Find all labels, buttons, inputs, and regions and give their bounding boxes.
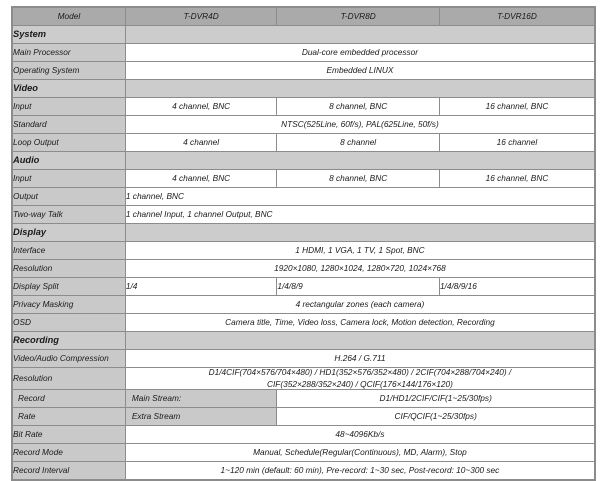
recording-resolution-line-1: D1/4CIF(704×576/704×480) / HD1(352×576/352×480) / 2CIF(704×288/704×240) / <box>208 367 512 377</box>
row-label-record-mode: Record Mode <box>12 444 125 462</box>
row-value-osd: Camera title, Time, Video loss, Camera lock, Motion detection, Recording <box>125 314 595 332</box>
section-filler-recording <box>125 332 595 350</box>
row-value-record-mode: Manual, Schedule(Regular(Continuous), MD, Alarm), Stop <box>125 444 595 462</box>
recording-resolution-line-2: CIF(352×288/352×240) / QCIF(176×144/176×120) <box>266 378 453 389</box>
row-value-operating-system: Embedded LINUX <box>125 62 595 80</box>
table-row <box>12 116 595 134</box>
dvr-specification-table <box>11 6 596 481</box>
row-label-operating-system: Operating System <box>12 62 125 80</box>
row-value-privacy-masking: 4 rectangular zones (each camera) <box>125 296 595 314</box>
row-label-display-resolution: Resolution <box>12 260 125 278</box>
section-header-row-video <box>12 80 595 98</box>
section-title-recording: Recording <box>12 332 125 350</box>
table-row <box>12 408 595 426</box>
column-header-model-2: T-DVR8D <box>277 7 440 26</box>
row-label-record-interval: Record Interval <box>12 462 125 481</box>
row-value-loop-output-model-2: 8 channel <box>277 134 440 152</box>
section-header-row-system <box>12 26 595 44</box>
table-row <box>12 390 595 408</box>
row-label-video-standard: Standard <box>12 116 125 134</box>
row-value-interface: 1 HDMI, 1 VGA, 1 TV, 1 Spot, BNC <box>125 242 595 260</box>
row-value-loop-output-model-1: 4 channel <box>125 134 277 152</box>
table-row <box>12 98 595 116</box>
section-title-display: Display <box>12 224 125 242</box>
row-value-video-input-model-2: 8 channel, BNC <box>277 98 440 116</box>
row-sublabel-extra-stream: Extra Stream <box>125 408 277 426</box>
row-value-audio-input-model-1: 4 channel, BNC <box>125 170 277 188</box>
section-filler-video <box>125 80 595 98</box>
row-label-loop-output: Loop Output <box>12 134 125 152</box>
table-row <box>12 368 595 390</box>
row-label-recording-resolution: Resolution <box>12 368 125 390</box>
row-value-audio-input-model-2: 8 channel, BNC <box>277 170 440 188</box>
column-header-model-1: T-DVR4D <box>125 7 277 26</box>
row-value-video-audio-compression: H.264 / G.711 <box>125 350 595 368</box>
row-label-audio-input: Input <box>12 170 125 188</box>
row-value-bit-rate: 48~4096Kb/s <box>125 426 595 444</box>
row-label-record-rate-line-2: Rate <box>12 408 125 426</box>
table-header-row <box>12 7 595 26</box>
row-value-display-split-model-2: 1/4/8/9 <box>277 278 440 296</box>
section-filler-system <box>125 26 595 44</box>
row-label-record-rate-line-1: Record <box>12 390 125 408</box>
row-label-display-split: Display Split <box>12 278 125 296</box>
row-value-audio-output: 1 channel, BNC <box>125 188 595 206</box>
row-value-loop-output-model-3: 16 channel <box>439 134 595 152</box>
row-sublabel-main-stream: Main Stream: <box>125 390 277 408</box>
row-label-two-way-talk: Two-way Talk <box>12 206 125 224</box>
row-label-video-input: Input <box>12 98 125 116</box>
row-value-display-split-model-1: 1/4 <box>125 278 277 296</box>
table-row <box>12 44 595 62</box>
section-title-audio: Audio <box>12 152 125 170</box>
row-value-extra-stream: CIF/QCIF(1~25/30fps) <box>277 408 595 426</box>
column-header-model: Model <box>12 7 125 26</box>
row-label-main-processor: Main Processor <box>12 44 125 62</box>
row-value-main-processor: Dual-core embedded processor <box>125 44 595 62</box>
row-value-main-stream: D1/HD1/2CIF/CIF(1~25/30fps) <box>277 390 595 408</box>
row-label-audio-output: Output <box>12 188 125 206</box>
row-value-display-split-model-3: 1/4/8/9/16 <box>439 278 595 296</box>
table-row <box>12 62 595 80</box>
row-label-video-audio-compression: Video/Audio Compression <box>12 350 125 368</box>
row-value-display-resolution: 1920×1080, 1280×1024, 1280×720, 1024×768 <box>125 260 595 278</box>
row-value-video-input-model-1: 4 channel, BNC <box>125 98 277 116</box>
section-filler-display <box>125 224 595 242</box>
row-label-privacy-masking: Privacy Masking <box>12 296 125 314</box>
table-row <box>12 242 595 260</box>
section-header-row-audio <box>12 152 595 170</box>
table-row <box>12 260 595 278</box>
section-header-row-recording <box>12 332 595 350</box>
table-row <box>12 170 595 188</box>
table-row <box>12 314 595 332</box>
table-row <box>12 134 595 152</box>
table-row <box>12 462 595 481</box>
row-value-video-standard: NTSC(525Line, 60f/s), PAL(625Line, 50f/s) <box>125 116 595 134</box>
table-row <box>12 188 595 206</box>
table-row <box>12 444 595 462</box>
table-row <box>12 350 595 368</box>
section-filler-audio <box>125 152 595 170</box>
section-title-video: Video <box>12 80 125 98</box>
table-row <box>12 426 595 444</box>
section-header-row-display <box>12 224 595 242</box>
row-label-osd: OSD <box>12 314 125 332</box>
table-row <box>12 278 595 296</box>
table-row <box>12 206 595 224</box>
row-label-interface: Interface <box>12 242 125 260</box>
column-header-model-3: T-DVR16D <box>439 7 595 26</box>
table-row <box>12 296 595 314</box>
section-title-system: System <box>12 26 125 44</box>
row-value-audio-input-model-3: 16 channel, BNC <box>439 170 595 188</box>
row-value-video-input-model-3: 16 channel, BNC <box>439 98 595 116</box>
row-value-record-interval: 1~120 min (default: 60 min), Pre-record: 1~30 sec, Post-record: 10~300 sec <box>125 462 595 481</box>
row-value-two-way-talk: 1 channel Input, 1 channel Output, BNC <box>125 206 595 224</box>
row-label-bit-rate: Bit Rate <box>12 426 125 444</box>
row-value-recording-resolution <box>125 368 595 390</box>
